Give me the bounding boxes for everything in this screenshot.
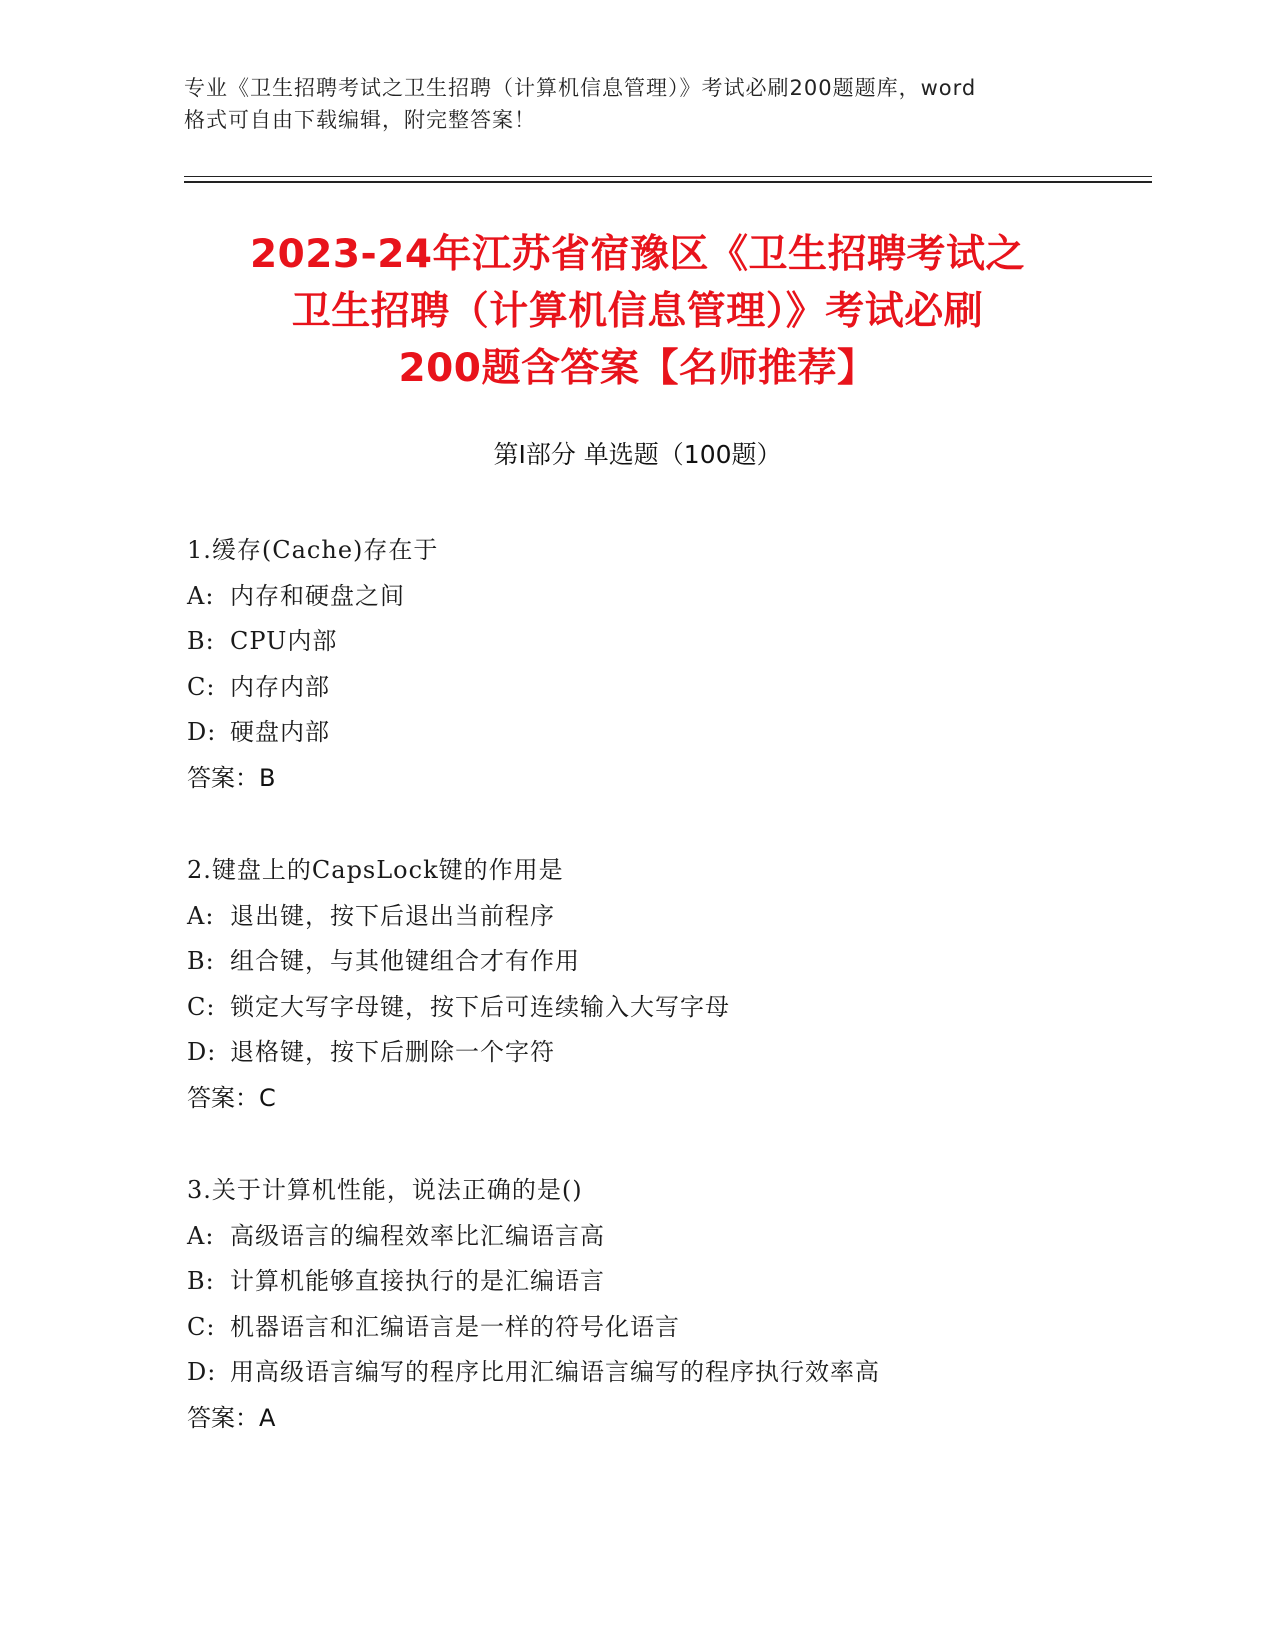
option-text: 内存和硬盘之间 [230, 581, 405, 610]
question-list [187, 528, 1147, 1488]
title-line-3: 200题含答案【名师推荐】 [398, 346, 877, 391]
option-c [187, 665, 1147, 711]
header-divider-bottom [184, 181, 1152, 183]
option-text: 计算机能够直接执行的是汇编语言 [230, 1267, 605, 1295]
option-text: 硬盘内部 [230, 718, 330, 746]
option-label: A: [187, 1221, 215, 1250]
option-label: A: [187, 901, 215, 930]
option-a [187, 894, 1147, 940]
header-note [184, 72, 1084, 136]
option-label: B: [187, 627, 215, 655]
option-label: D: [187, 718, 217, 746]
document-title [150, 226, 1125, 397]
option-a [187, 1214, 1147, 1260]
header-note-line-1: 专业《卫生招聘考试之卫生招聘（计算机信息管理）》考试必刷200题题库，word [184, 76, 977, 100]
option-text: 组合键，与其他键组合才有作用 [230, 947, 580, 975]
question-2 [187, 848, 1147, 1121]
option-label: D: [187, 1038, 217, 1066]
header-note-line-2: 格式可自由下载编辑，附完整答案！ [184, 108, 536, 132]
option-text: 锁定大写字母键，按下后可连续输入大写字母 [230, 992, 730, 1021]
option-text: 高级语言的编程效率比汇编语言高 [230, 1221, 605, 1250]
question-stem: 1.缓存(Cache)存在于 [187, 536, 439, 564]
option-b [187, 619, 1147, 665]
title-line-1: 2023-24年江苏省宿豫区《卫生招聘考试之 [249, 232, 1025, 277]
question-3 [187, 1168, 1147, 1441]
option-label: C: [187, 1312, 216, 1341]
option-text: 内存内部 [230, 672, 330, 701]
option-d [187, 1350, 1147, 1396]
option-text: 退出键，按下后退出当前程序 [230, 901, 555, 930]
question-1 [187, 528, 1147, 801]
option-b [187, 939, 1147, 985]
option-label: D: [187, 1358, 217, 1386]
answer-line: 答案：C [187, 1083, 276, 1112]
question-stem: 3.关于计算机性能，说法正确的是() [187, 1176, 583, 1204]
option-c [187, 1305, 1147, 1351]
option-label: A: [187, 581, 215, 610]
option-text: 用高级语言编写的程序比用汇编语言编写的程序执行效率高 [230, 1358, 880, 1386]
option-text: 退格键，按下后删除一个字符 [230, 1038, 555, 1066]
option-label: C: [187, 992, 216, 1021]
option-b [187, 1259, 1147, 1305]
option-label: C: [187, 672, 216, 701]
title-line-2: 卫生招聘（计算机信息管理）》考试必刷 [291, 289, 984, 334]
answer-line: 答案：B [187, 763, 276, 792]
option-text: CPU内部 [230, 627, 338, 655]
option-d [187, 1030, 1147, 1076]
option-label: B: [187, 947, 215, 975]
answer-line: 答案：A [187, 1403, 276, 1432]
header-divider-top [184, 176, 1152, 177]
option-label: B: [187, 1267, 215, 1295]
section-title: 第I部分 单选题（100题） [493, 440, 782, 469]
option-a [187, 574, 1147, 620]
question-stem: 2.键盘上的CapsLock键的作用是 [187, 856, 564, 884]
option-c [187, 985, 1147, 1031]
option-text: 机器语言和汇编语言是一样的符号化语言 [230, 1312, 680, 1341]
option-d [187, 710, 1147, 756]
